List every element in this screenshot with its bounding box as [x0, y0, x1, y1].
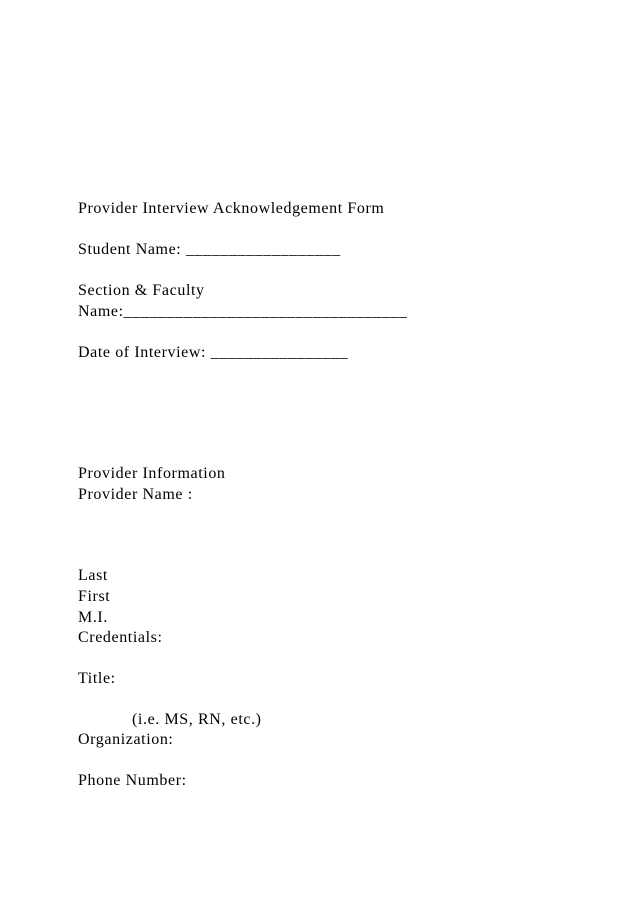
section-faculty-label: Section & Faculty [78, 282, 205, 299]
faculty-name-field: Name:_________________________________ [78, 303, 408, 320]
first-label: First [78, 588, 111, 605]
phone-number-label: Phone Number: [78, 772, 187, 789]
provider-name-label: Provider Name : [78, 486, 193, 503]
student-name-field: Student Name: __________________ [78, 241, 341, 258]
date-of-interview-field: Date of Interview: ________________ [78, 344, 349, 361]
credentials-example-note: (i.e. MS, RN, etc.) [132, 711, 262, 728]
organization-label: Organization: [78, 731, 174, 748]
credentials-label: Credentials: [78, 629, 163, 646]
last-label: Last [78, 567, 108, 584]
form-title: Provider Interview Acknowledgement Form [78, 200, 385, 217]
provider-information-heading: Provider Information [78, 465, 226, 482]
middle-initial-label: M.I. [78, 609, 108, 626]
title-label: Title: [78, 670, 116, 687]
